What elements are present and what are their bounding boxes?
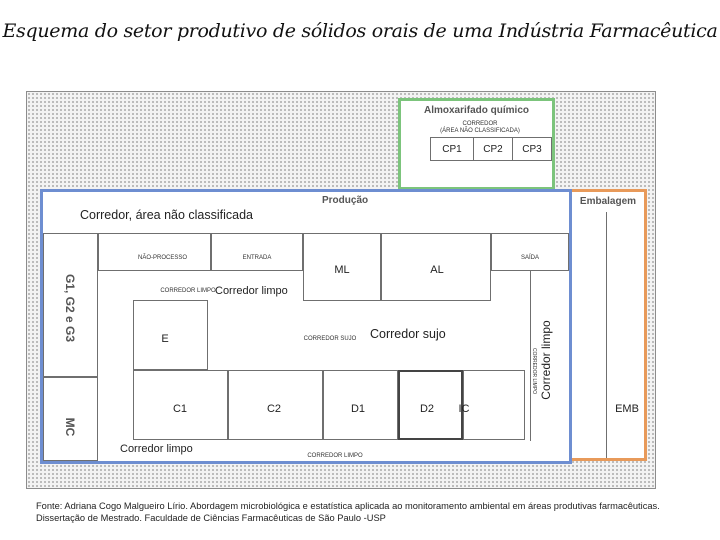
label-mc: MC bbox=[63, 417, 77, 437]
label-d1: D1 bbox=[350, 403, 366, 415]
corredor-limpo-bottom-small: CORREDOR LIMPO bbox=[307, 453, 363, 459]
room-entrada bbox=[211, 233, 303, 271]
almoxarifado-title: Almoxarifado químico bbox=[423, 105, 529, 116]
embalagem-block bbox=[569, 189, 647, 461]
label-saida: SAÍDA bbox=[520, 255, 539, 261]
corredor-sujo-overlay: Corredor sujo bbox=[370, 327, 446, 341]
corredor-sujo-small-label: CORREDOR SUJO bbox=[303, 336, 357, 342]
label-e: E bbox=[161, 333, 169, 345]
label-c1: C1 bbox=[172, 403, 188, 415]
embalagem-title: Embalagem bbox=[579, 196, 637, 207]
almoxarifado-corridor-note: (ÁREA NÃO CLASSIFICADA) bbox=[440, 128, 520, 134]
embalagem-divider bbox=[606, 212, 607, 458]
source-citation: Fonte: Adriana Cogo Malgueiro Lírio. Abordagem microbiológica e estatística aplicada ao monitoramento ambiental em áreas produtivas farmacêuticas. Dissertação de Mestrado. Faculdade de Ciências Farmacêuticas de São Paulo -USP bbox=[36, 501, 660, 523]
label-nao-processo: NÃO-PROCESSO bbox=[137, 255, 187, 261]
corredor-limpo-vertical-overlay: Corredor limpo bbox=[539, 320, 553, 400]
room-cp2: CP2 bbox=[473, 137, 513, 161]
corredor-limpo-bottom-overlay: Corredor limpo bbox=[120, 443, 193, 455]
room-emb: EMB bbox=[615, 403, 639, 415]
label-ml: ML bbox=[334, 264, 350, 276]
label-entrada: ENTRADA bbox=[242, 255, 272, 261]
producao-corridor-label: Corredor, área não classificada bbox=[80, 208, 254, 222]
room-cp3: CP3 bbox=[512, 137, 552, 161]
label-c2: C2 bbox=[266, 403, 282, 415]
room-saida bbox=[491, 233, 569, 271]
label-g1-g2-g3: G1, G2 e G3 bbox=[63, 273, 77, 343]
corredor-limpo-overlay: Corredor limpo bbox=[215, 285, 288, 297]
almoxarifado-corridor: CORREDOR bbox=[462, 121, 498, 127]
label-d2: D2 bbox=[419, 403, 435, 415]
label-ic: IC bbox=[458, 403, 470, 415]
room-nao-processo bbox=[98, 233, 211, 271]
room-cp1: CP1 bbox=[430, 137, 474, 161]
corredor-limpo-vertical-small: CORREDOR LIMPO bbox=[531, 347, 537, 395]
page-title: Esquema do setor produtivo de sólidos orais de uma Indústria Farmacêutica bbox=[2, 20, 718, 42]
label-al: AL bbox=[430, 264, 444, 276]
producao-title: Produção bbox=[322, 195, 369, 206]
corredor-limpo-small-label: CORREDOR LIMPO bbox=[160, 288, 216, 294]
